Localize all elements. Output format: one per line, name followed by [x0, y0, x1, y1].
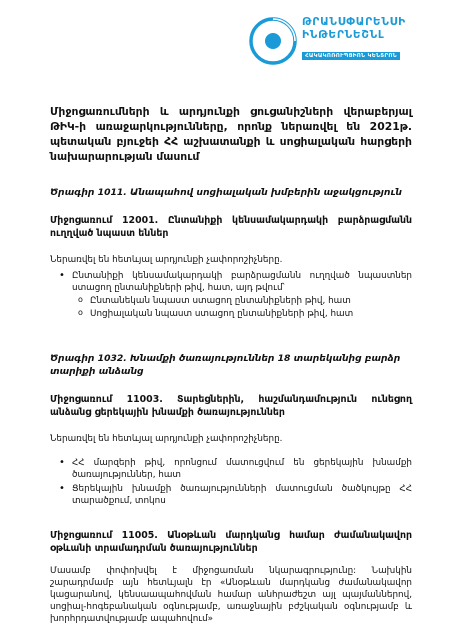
section-11005 [50, 529, 412, 625]
program-heading: Ծրագիր 1011. Անապահով սոցիալական խմբերին աջակցություն [50, 187, 402, 198]
document-body [50, 104, 412, 629]
logo-wordmark [302, 16, 438, 61]
sub-indicator-list [72, 295, 412, 320]
indicator-list [50, 270, 412, 320]
program-heading: Ծրագիր 1032. Խնամքի ծառայություններ 18 տարեկանից բարձր տարիքի անձանց [50, 353, 401, 377]
document-title: Միջոցառումների և արդյունքի ցուցանիշների վերաբերյալ ԹԻԿ-ի առաջարկությունները, որոնք ներառվել են 2021թ. պետական բյուջեի ՀՀ աշխատանքի և սոցիալական հարցերի նախարարության մասում [50, 105, 412, 163]
measure-heading: Միջոցառում 11003. Տարեցներին, հաշմանդամություն ունեցող անձանց ցերեկային խնամքի ծառայություններ [50, 394, 412, 418]
section-description: Մասամբ փոփոխվել է միջոցառման նկարագրությունը: Նախկին շարադրմամբ այն հետևյալն էր «Անօթևան մարդկանց ժամանակավոր կացարանով, կենսաապահովման համար անհրաժեշտ այլ պայմաններով, սոցիալ-հոգեբանական օգնությամբ, առաջնային բժշկական օգնությամբ և խորհրդատվությամբ ապահովում» [50, 566, 412, 624]
section-1032 [50, 352, 412, 507]
organization-logo [248, 14, 438, 72]
logo-line-2: ԻՆԹԵՐՆԵՇՆԼ [302, 29, 385, 41]
globe-logo-icon [248, 16, 298, 66]
list-item: o Ընտանեկան նպաստ ստացող ընտանիքների թիվ, հատ [90, 295, 412, 307]
list-item: • Ցերեկային խնամքի ծառայությունների մատուցման ծածկույթը ՀՀ տարածքում, տոկոս [72, 483, 412, 507]
measure-heading: Միջոցառում 11005. Անօթևան մարդկանց համար ժամանակավոր օթևանի տրամադրման ծառայություններ [50, 530, 412, 554]
measure-heading: Միջոցառում 12001. Ընտանիքի կենսամակարդակի բարձրացմանն ուղղված նպաստ եններ [50, 215, 412, 239]
section-1011 [50, 186, 412, 320]
logo-line-1: ԹՐԱՆՍՓԱՐԵՆՍԻ [302, 16, 406, 28]
list-item: o Սոցիալական նպաստ ստացող ընտանիքների թիվ, հատ [90, 308, 412, 320]
list-item-text: Ընտանիքի կենսամակարդակի բարձրացմանն ուղղված նպաստներ ստացող ընտանիքների թիվ, հատ, այդ թվում՝ [72, 271, 412, 293]
list-item: • ՀՀ մարզերի թիվ, որոնցում մատուցվում են ցերեկային խնամքի ծառայություններ, հատ [72, 457, 412, 481]
list-item [72, 270, 412, 320]
section-intro: Ներառվել են հետևյալ արդյունքի չափորոշիչները. [50, 255, 283, 265]
indicator-list [50, 457, 412, 507]
logo-subtitle: ՀԱԿԱԿՈՌՈՒՊՑԻՈՆ ԿԵՆՏՐՈՆ [302, 52, 400, 60]
section-intro: Ներառվել են հետևյալ արդյունքի չափորոշիչները. [50, 434, 283, 444]
